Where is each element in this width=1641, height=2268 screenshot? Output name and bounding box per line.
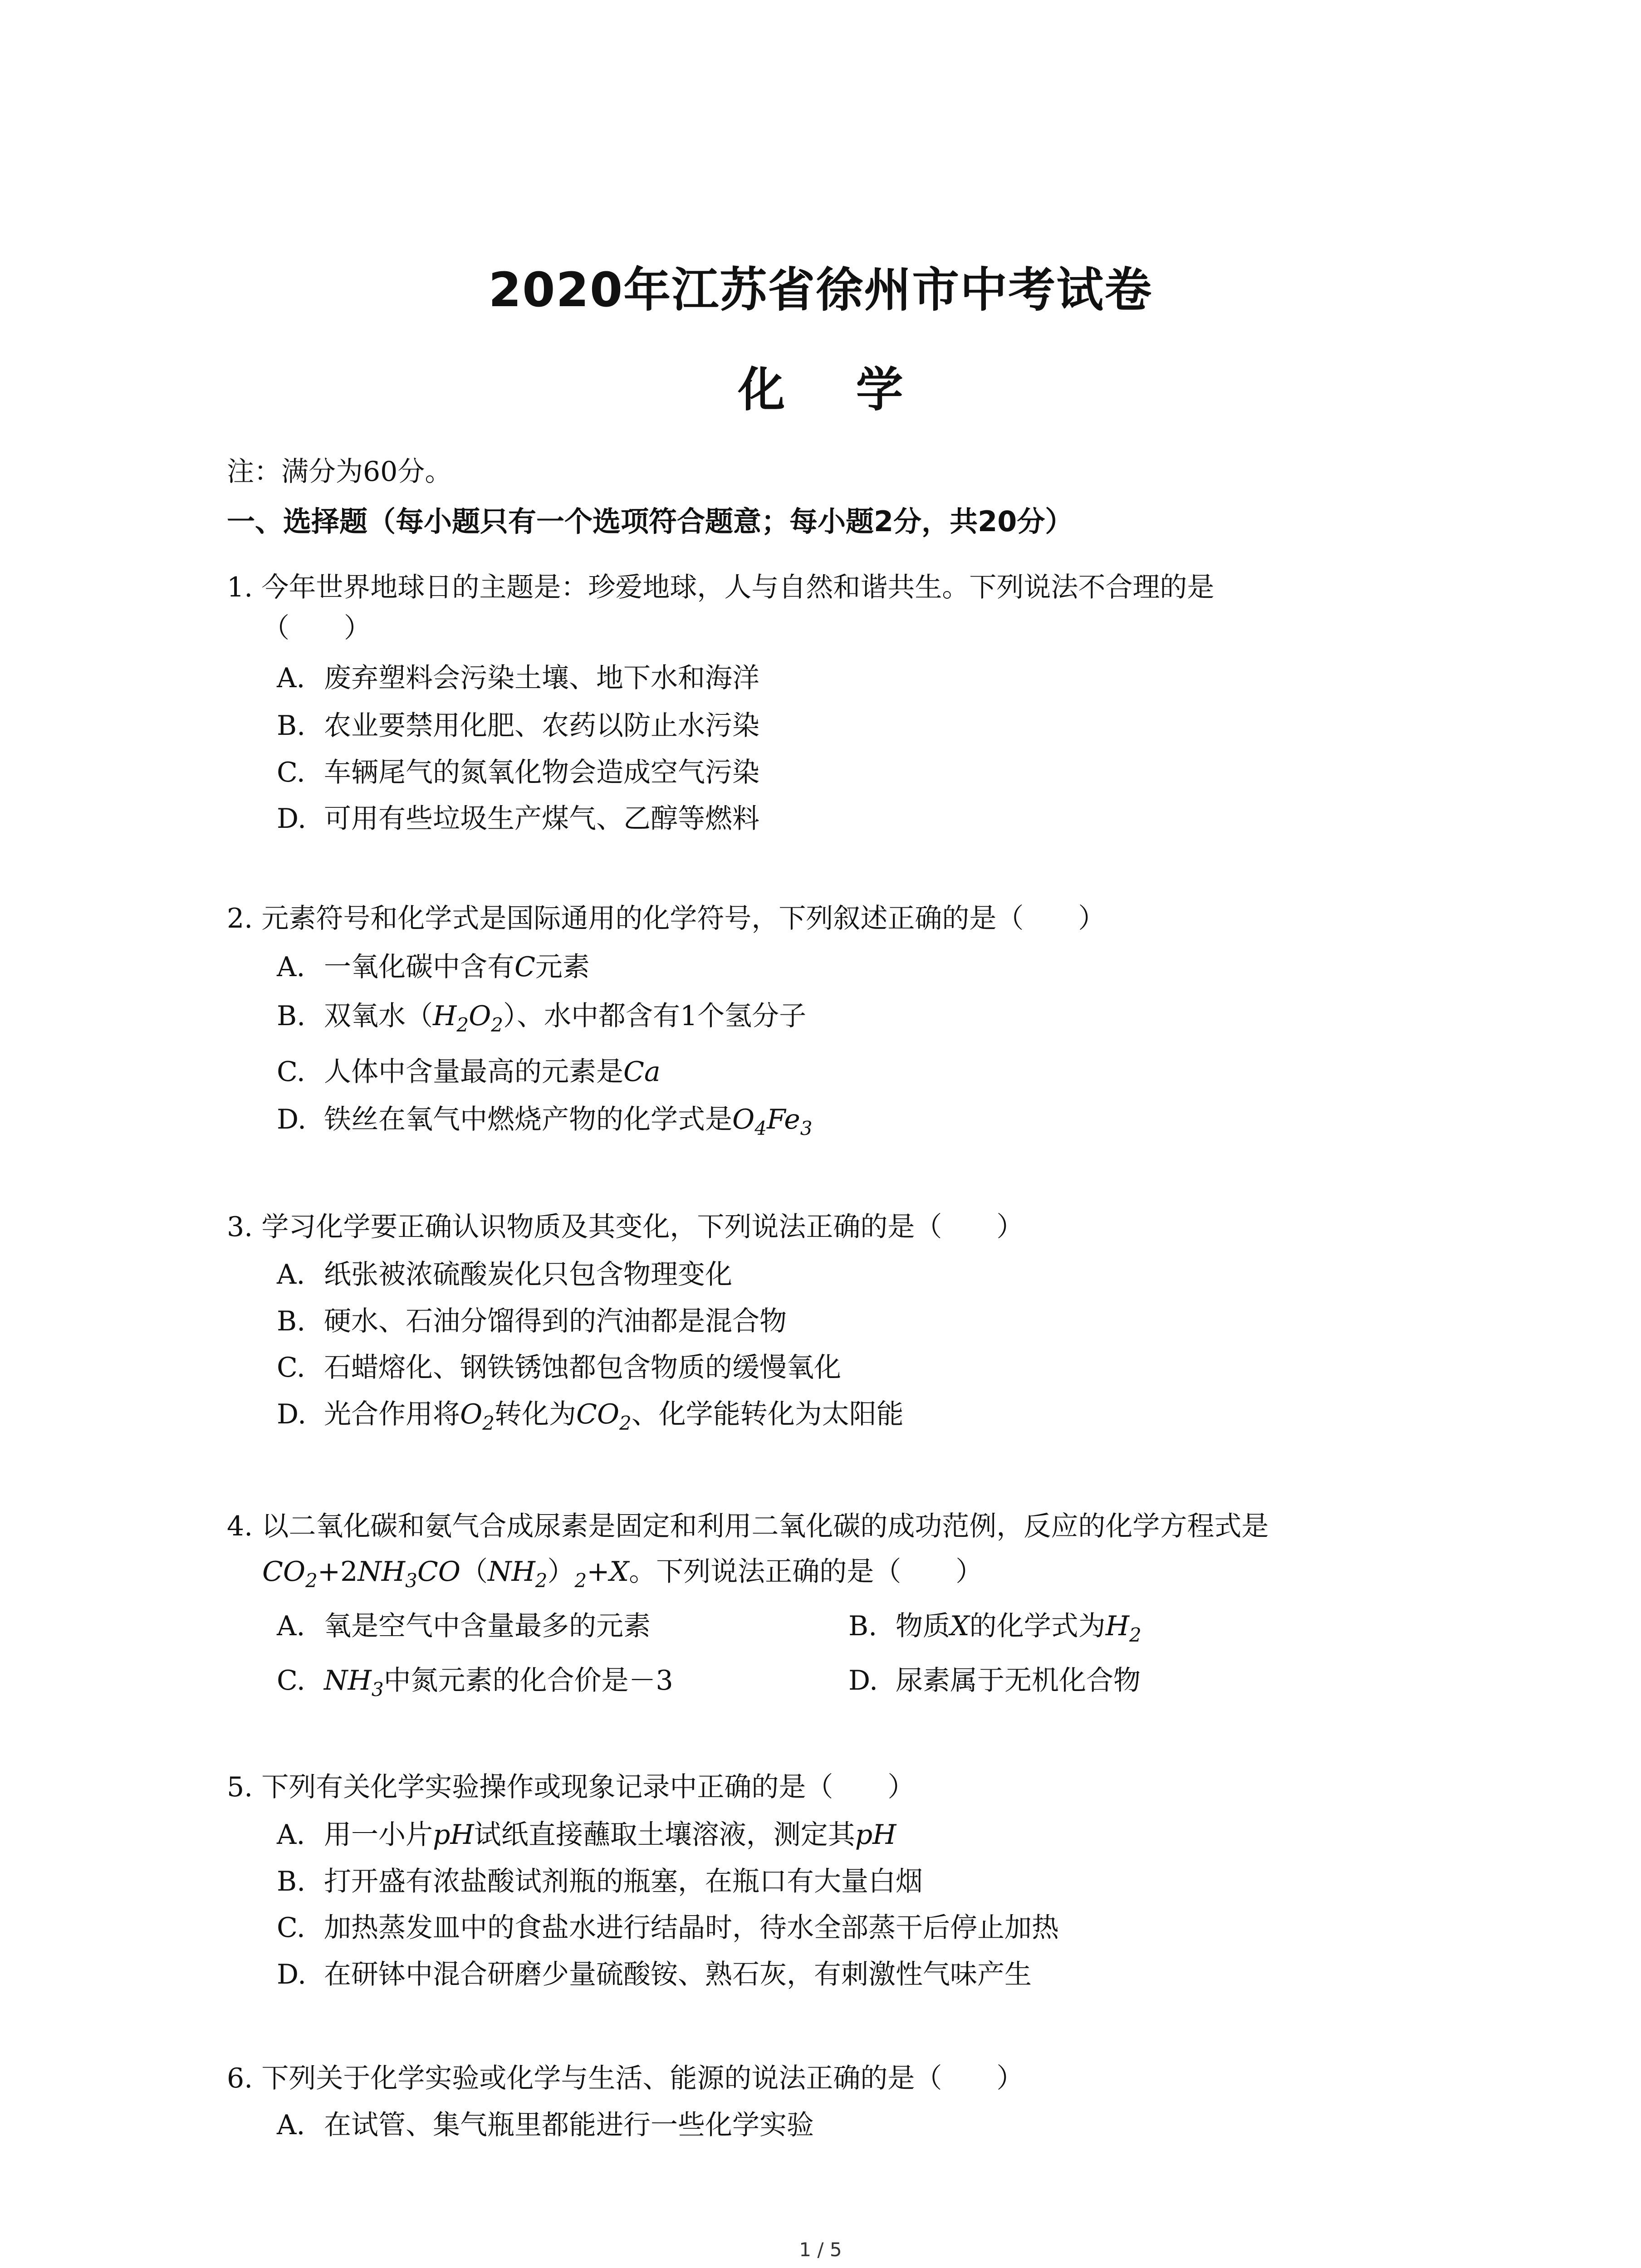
exam-title: 2020年江苏省徐州市中考试卷	[488, 262, 1153, 318]
option-label: D.	[848, 1665, 878, 1696]
question-4-option-c	[277, 1662, 673, 1699]
page-number: 1 / 5	[799, 2239, 842, 2261]
formula: H	[1105, 1610, 1130, 1642]
option-text: 人体中含量最高的元素是	[324, 1056, 623, 1088]
subscript: 2	[535, 1569, 548, 1592]
option-text: 双氧水（	[324, 1000, 433, 1032]
option-text: 中氮元素的化合价是－3	[383, 1665, 673, 1696]
question-4-option-a	[277, 1608, 651, 1644]
subscript: 2	[456, 1014, 469, 1036]
question-2-option-a	[277, 949, 590, 985]
formula: X	[950, 1610, 970, 1642]
formula: pH	[433, 1819, 474, 1851]
question-5-option-c	[277, 1910, 1059, 1946]
equation-text: （	[460, 1556, 488, 1588]
question-4-equation	[262, 1554, 983, 1590]
formula: Ca	[623, 1056, 661, 1088]
question-5-option-b	[277, 1863, 923, 1900]
question-6-option-a	[277, 2107, 814, 2143]
option-label: C.	[277, 1912, 305, 1944]
option-text: 一氧化碳中含有	[324, 951, 514, 983]
option-text: 车辆尾气的氮氧化物会造成空气污染	[324, 757, 759, 788]
option-text: 硬水、石油分馏得到的汽油都是混合物	[324, 1305, 787, 1337]
equation-text: 。下列说法正确的是（ ）	[629, 1556, 983, 1588]
subscript: 2	[491, 1014, 503, 1036]
subscript: 4	[754, 1117, 767, 1139]
option-label: D.	[277, 1104, 307, 1135]
option-label: A.	[277, 1259, 305, 1290]
question-1-stem: 1. 今年世界地球日的主题是：珍爱地球，人与自然和谐共生。下列说法不合理的是	[227, 572, 1215, 603]
option-text: ）、水中都含有1个氢分子	[503, 1000, 807, 1032]
question-2-option-b	[277, 998, 806, 1034]
option-label: B.	[277, 1866, 306, 1897]
option-label: C.	[277, 757, 305, 788]
subscript: 2	[305, 1569, 318, 1592]
formula: O	[460, 1398, 483, 1430]
subscript: 3	[371, 1678, 384, 1701]
question-3-stem: 3. 学习化学要正确认识物质及其变化，下列说法正确的是（ ）	[227, 1211, 1024, 1243]
option-text: 物质	[896, 1610, 950, 1642]
option-label: C.	[277, 1665, 305, 1696]
option-label: A.	[277, 662, 305, 694]
question-3-option-c	[277, 1349, 841, 1386]
option-text: 用一小片	[324, 1819, 433, 1851]
formula: NH	[358, 1556, 406, 1588]
question-4-option-b	[848, 1608, 1141, 1644]
option-text: 试纸直接蘸取土壤溶液，测定其	[474, 1819, 855, 1851]
score-note: 注：满分为60分。	[227, 456, 452, 488]
question-4-stem: 4. 以二氧化碳和氨气合成尿素是固定和利用二氧化碳的成功范例，反应的化学方程式是	[227, 1510, 1269, 1542]
question-3-option-d	[277, 1396, 904, 1432]
formula: O	[732, 1104, 755, 1135]
option-label: A.	[277, 951, 305, 983]
section-heading: 一、选择题（每小题只有一个选项符合题意；每小题2分，共20分）	[227, 505, 1073, 538]
formula: CO	[262, 1556, 306, 1588]
option-text: 石蜡熔化、钢铁锈蚀都包含物质的缓慢氧化	[324, 1352, 841, 1383]
option-text: 尿素属于无机化合物	[896, 1665, 1141, 1696]
option-text: 可用有些垃圾生产煤气、乙醇等燃料	[324, 803, 759, 835]
formula: Fe	[766, 1104, 800, 1135]
question-3-option-a	[277, 1256, 732, 1293]
question-1-option-d	[277, 801, 759, 837]
question-2-option-c	[277, 1054, 661, 1090]
option-text: 在试管、集气瓶里都能进行一些化学实验	[324, 2109, 814, 2141]
question-1-blank: （ ）	[262, 612, 371, 644]
option-label: C.	[277, 1056, 305, 1088]
question-5-stem: 5. 下列有关化学实验操作或现象记录中正确的是（ ）	[227, 1771, 915, 1803]
question-3-option-b	[277, 1303, 787, 1339]
question-1-option-b	[277, 708, 759, 744]
option-label: B.	[277, 1000, 306, 1032]
subscript: 3	[800, 1117, 813, 1139]
formula: O	[469, 1000, 491, 1032]
question-1-option-a	[277, 660, 759, 696]
question-2-option-d	[277, 1101, 813, 1138]
question-4-option-d	[848, 1662, 1141, 1699]
option-text: 废弃塑料会污染土壤、地下水和海洋	[324, 662, 759, 694]
option-label: B.	[848, 1610, 877, 1642]
option-label: D.	[277, 1398, 307, 1430]
option-label: D.	[277, 803, 307, 835]
formula: pH	[855, 1819, 896, 1851]
option-text: 光合作用将	[324, 1398, 460, 1430]
subscript: 2	[574, 1569, 587, 1592]
option-text: 加热蒸发皿中的食盐水进行结晶时，待水全部蒸干后停止加热	[324, 1912, 1059, 1944]
option-text: 纸张被浓硫酸炭化只包含物理变化	[324, 1259, 732, 1290]
option-text: 的化学式为	[969, 1610, 1106, 1642]
option-text: 转化为	[494, 1398, 576, 1430]
formula: NH	[324, 1665, 372, 1696]
subject-title: 化 学	[738, 362, 931, 417]
subscript: 2	[482, 1412, 495, 1434]
question-5-option-a	[277, 1817, 896, 1853]
option-label: A.	[277, 1610, 305, 1642]
formula: H	[433, 1000, 457, 1032]
subscript: 2	[1129, 1624, 1141, 1646]
question-1-option-c	[277, 754, 759, 791]
option-label: B.	[277, 1305, 306, 1337]
option-text: 、化学能转化为太阳能	[631, 1398, 904, 1430]
question-5-option-d	[277, 1956, 1032, 1993]
option-text: 打开盛有浓盐酸试剂瓶的瓶塞，在瓶口有大量白烟	[324, 1866, 923, 1897]
option-text: 农业要禁用化肥、农药以防止水污染	[324, 710, 759, 742]
formula: CO	[576, 1398, 620, 1430]
question-2-stem: 2. 元素符号和化学式是国际通用的化学符号，下列叙述正确的是（ ）	[227, 903, 1106, 934]
formula: C	[514, 951, 535, 983]
subscript: 3	[405, 1569, 417, 1592]
formula: NH	[487, 1556, 535, 1588]
option-label: C.	[277, 1352, 305, 1383]
formula: CO	[417, 1556, 460, 1588]
formula: X	[609, 1556, 629, 1588]
option-text: 元素	[535, 951, 590, 983]
subscript: 2	[619, 1412, 632, 1434]
option-label: A.	[277, 1819, 305, 1851]
question-6-stem: 6. 下列关于化学实验或化学与生活、能源的说法正确的是（ ）	[227, 2063, 1024, 2094]
equation-text: ）	[547, 1556, 575, 1588]
option-label: B.	[277, 710, 306, 742]
option-text: 铁丝在氧气中燃烧产物的化学式是	[324, 1104, 732, 1135]
option-text: 氧是空气中含量最多的元素	[324, 1610, 651, 1642]
option-label: D.	[277, 1959, 307, 1990]
option-label: A.	[277, 2109, 305, 2141]
equation-text: +	[587, 1556, 610, 1588]
option-text: 在研钵中混合研磨少量硫酸铵、熟石灰，有刺激性气味产生	[324, 1959, 1032, 1990]
equation-text: +2	[317, 1556, 358, 1588]
